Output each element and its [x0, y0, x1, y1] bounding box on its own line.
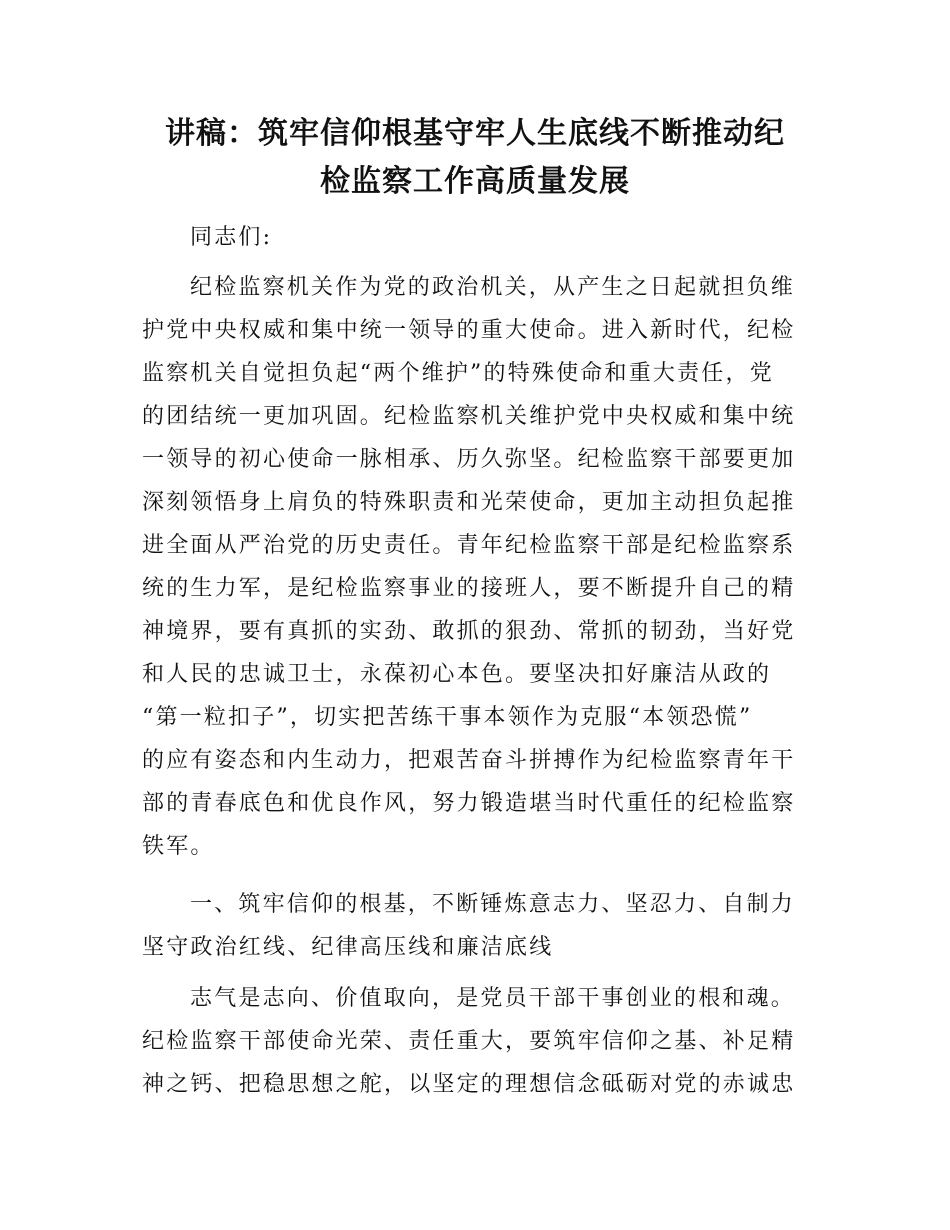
paragraph-line: “第一粒扣子”，切实把苦练干事本领作为克服“本领恐慌”: [142, 705, 753, 730]
paragraph-line: 纪检监察机关作为党的政治机关，从产生之日起就担负维: [190, 275, 796, 300]
paragraph-line: 神之钙、把稳思想之舵，以坚定的理想信念砥砺对党的赤诚忠: [142, 1072, 796, 1097]
paragraph-line: 纪检监察干部使命光荣、责任重大，要筑牢信仰之基、补足精: [142, 1029, 796, 1054]
section-heading-1: [142, 883, 808, 969]
heading-line: 坚守政治红线、纪律高压线和廉洁底线: [142, 935, 554, 960]
paragraph-line: 的应有姿态和内生动力，把艰苦奋斗拼搏作为纪检监察青年干: [142, 748, 796, 773]
salutation-text: 同志们:: [190, 225, 273, 250]
paragraph-line: 志气是志向、价值取向，是党员干部干事创业的根和魂。: [190, 986, 796, 1011]
paragraph-section-1: [142, 977, 808, 1106]
paragraph-line: 监察机关自觉担负起“两个维护”的特殊使命和重大责任，党: [142, 361, 774, 386]
paragraph-line: 一领导的初心使命一脉相承、历久弥坚。纪检监察干部要更加: [142, 447, 796, 472]
paragraph-line: 护党中央权威和集中统一领导的重大使命。进入新时代，纪检: [142, 318, 796, 343]
paragraph-line: 进全面从严治党的历史责任。青年纪检监察干部是纪检监察系: [142, 533, 796, 558]
paragraph-intro: [142, 266, 808, 868]
paragraph-line: 的团结统一更加巩固。纪检监察机关维护党中央权威和集中统: [142, 404, 796, 429]
paragraph-line: 铁军。: [142, 834, 215, 859]
paragraph-line: 部的青春底色和优良作风，努力锻造堪当时代重任的纪检监察: [142, 791, 796, 816]
document-title: [110, 110, 840, 206]
paragraph-line: 和人民的忠诚卫士，永葆初心本色。要坚决扣好廉洁从政的: [142, 662, 772, 687]
title-line: 检监察工作高质量发展: [320, 164, 630, 199]
paragraph-line: 统的生力军，是纪检监察事业的接班人，要不断提升自己的精: [142, 576, 796, 601]
salutation: [142, 216, 808, 259]
paragraph-line: 深刻领悟身上肩负的特殊职责和光荣使命，更加主动担负起推: [142, 490, 796, 515]
heading-line: 一、筑牢信仰的根基，不断锤炼意志力、坚忍力、自制力: [190, 892, 796, 917]
title-line: 讲稿：筑牢信仰根基守牢人生底线不断推动纪: [165, 116, 785, 151]
paragraph-line: 神境界，要有真抓的实劲、敢抓的狠劲、常抓的韧劲，当好党: [142, 619, 796, 644]
